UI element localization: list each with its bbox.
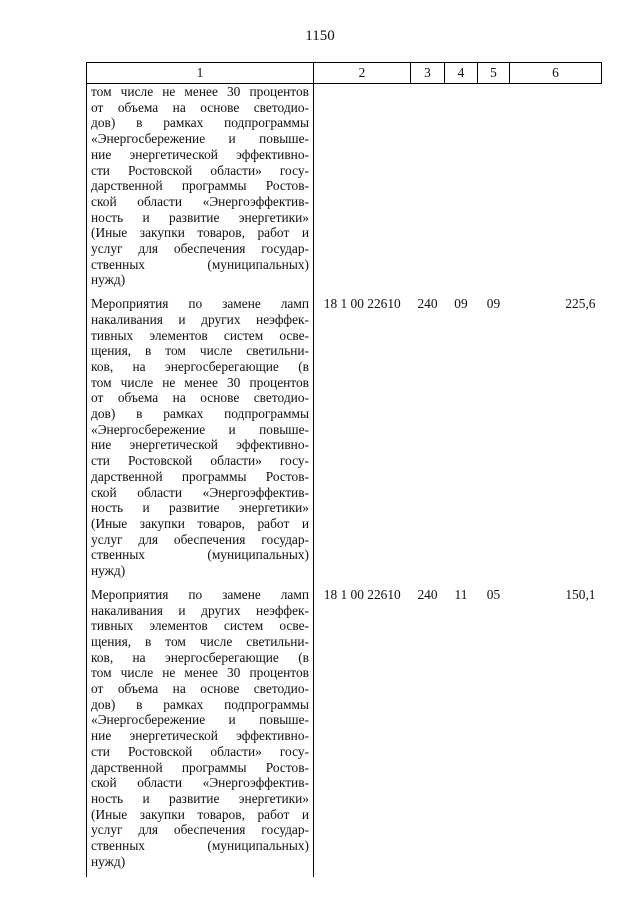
row-description-cell xyxy=(87,587,314,878)
row-subsection: 09 xyxy=(486,296,501,312)
row-subsection xyxy=(478,84,510,297)
description-line: ственных (муниципальных) xyxy=(91,547,309,563)
description-line: нужд) xyxy=(91,272,126,288)
table-header xyxy=(87,63,602,84)
row-subsection: 05 xyxy=(486,586,501,602)
description-line: ность и развитие энергетики» xyxy=(91,790,309,806)
description-line: дов) в рамках подпрограммы xyxy=(91,406,309,422)
description-line: услуг для обеспечения государ- xyxy=(91,241,309,257)
row-code xyxy=(314,84,411,297)
description-line: нужд) xyxy=(91,563,126,579)
row-description xyxy=(91,296,309,579)
description-line: ков, на энергосберегающие (в xyxy=(91,358,309,374)
row-description xyxy=(91,587,309,870)
description-line: ской области «Энергоэффектив- xyxy=(91,193,309,209)
row-description xyxy=(91,84,309,288)
header-col-1: 1 xyxy=(87,63,314,84)
table-body xyxy=(87,84,602,878)
description-line: от объема на основе светодио- xyxy=(91,99,309,115)
description-line: ность и развитие энергетики» xyxy=(91,209,309,225)
description-line: (Иные закупки товаров, работ и xyxy=(91,225,309,241)
row-code: 18 1 00 22610 xyxy=(323,586,401,602)
description-line: Мероприятия по замене ламп xyxy=(91,586,309,602)
description-line: тивных элементов систем осве- xyxy=(91,327,309,343)
row-amount: 225,6 xyxy=(565,296,596,312)
description-line: дарственной программы Ростов- xyxy=(91,178,309,194)
description-line: дарственной программы Ростов- xyxy=(91,468,309,484)
row-amount: 150,1 xyxy=(565,586,596,602)
description-line: ской области «Энергоэффектив- xyxy=(91,484,309,500)
description-line: нужд) xyxy=(91,853,126,869)
header-col-3: 3 xyxy=(411,63,445,84)
table-row xyxy=(87,84,602,297)
description-line: «Энергосбережение и повыше- xyxy=(91,131,309,147)
header-col-2: 2 xyxy=(314,63,411,84)
description-line: (Иные закупки товаров, работ и xyxy=(91,515,309,531)
description-line: «Энергосбережение и повыше- xyxy=(91,712,309,728)
description-line: ние энергетической эффективно- xyxy=(91,437,309,453)
description-line: ской области «Энергоэффектив- xyxy=(91,775,309,791)
description-line: ственных (муниципальных) xyxy=(91,256,309,272)
description-line: тивных элементов систем осве- xyxy=(91,618,309,634)
budget-table xyxy=(86,62,602,877)
header-col-5: 5 xyxy=(478,63,510,84)
description-line: ственных (муниципальных) xyxy=(91,838,309,854)
description-line: «Энергосбережение и повыше- xyxy=(91,421,309,437)
description-line: дов) в рамках подпрограммы xyxy=(91,696,309,712)
description-line: накаливания и других неэффек- xyxy=(91,602,309,618)
description-line: сти Ростовской области» госу- xyxy=(91,743,309,759)
description-line: ние энергетической эффективно- xyxy=(91,728,309,744)
table-row xyxy=(87,587,602,878)
description-line: том числе не менее 30 процентов xyxy=(91,665,309,681)
description-line: от объема на основе светодио- xyxy=(91,681,309,697)
description-line: услуг для обеспечения государ- xyxy=(91,531,309,547)
description-line: том числе не менее 30 процентов xyxy=(91,374,309,390)
row-code: 18 1 00 22610 xyxy=(323,296,401,312)
header-row xyxy=(87,63,602,84)
description-line: от объема на основе светодио- xyxy=(91,390,309,406)
table-row xyxy=(87,296,602,587)
description-line: дов) в рамках подпрограммы xyxy=(91,115,309,131)
row-section: 09 xyxy=(454,296,468,312)
row-description-cell xyxy=(87,296,314,587)
row-description-cell xyxy=(87,84,314,297)
page-number: 1150 xyxy=(305,28,335,44)
header-col-4: 4 xyxy=(445,63,478,84)
row-expense-type: 240 xyxy=(417,296,438,312)
description-line: услуг для обеспечения государ- xyxy=(91,822,309,838)
description-line: накаливания и других неэффек- xyxy=(91,311,309,327)
description-line: ность и развитие энергетики» xyxy=(91,500,309,516)
row-section xyxy=(445,84,478,297)
row-expense-type: 240 xyxy=(417,586,438,602)
description-line: ние энергетической эффективно- xyxy=(91,146,309,162)
header-col-6: 6 xyxy=(510,63,602,84)
description-line: сти Ростовской области» госу- xyxy=(91,162,309,178)
description-line: Мероприятия по замене ламп xyxy=(91,296,309,312)
description-line: ков, на энергосберегающие (в xyxy=(91,649,309,665)
description-line: дарственной программы Ростов- xyxy=(91,759,309,775)
row-amount xyxy=(510,84,602,297)
description-line: (Иные закупки товаров, работ и xyxy=(91,806,309,822)
description-line: сти Ростовской области» госу- xyxy=(91,453,309,469)
description-line: том числе не менее 30 процентов xyxy=(91,84,309,99)
description-line: щения, в том числе светильни- xyxy=(91,343,309,359)
description-line: щения, в том числе светильни- xyxy=(91,633,309,649)
row-expense-type xyxy=(411,84,445,297)
row-section: 11 xyxy=(454,586,468,602)
